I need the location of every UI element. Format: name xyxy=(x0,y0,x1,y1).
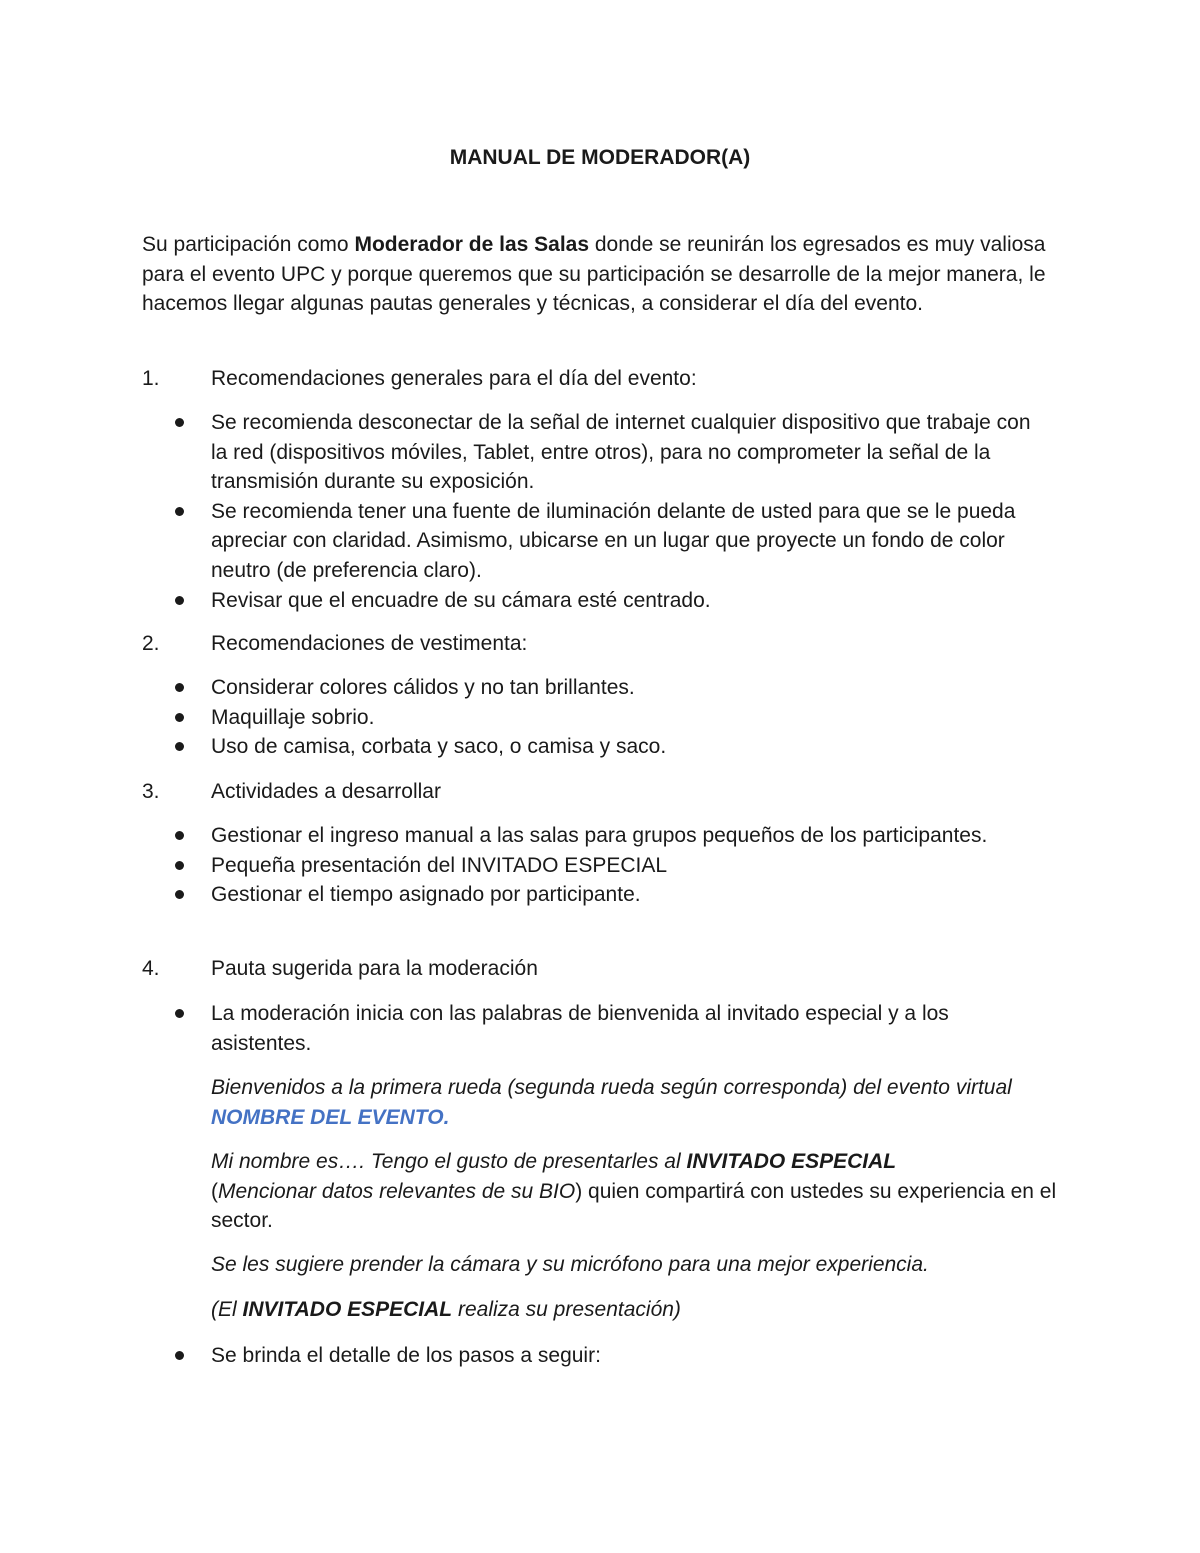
section-1-heading xyxy=(142,364,1062,394)
list-item-text: La moderación inicia con las palabras de bienvenida al invitado especial y a los asistentes. xyxy=(211,1002,949,1055)
bullet-icon xyxy=(175,418,184,427)
list-item-text: Gestionar el ingreso manual a las salas para grupos pequeños de los participantes. xyxy=(211,824,988,847)
list-item xyxy=(142,586,1042,616)
list-item-text: Pequeña presentación del INVITADO ESPECIAL xyxy=(211,853,668,877)
list-item-text: Se recomienda desconectar de la señal de internet cualquier dispositivo que trabaje con la red (dispositivos móviles, Tablet, entre otros), para no comprometer la señal de la transmisión durante su exposición. xyxy=(211,411,1031,494)
bullet-icon xyxy=(175,831,184,840)
script-intro-paragraph xyxy=(211,1147,1061,1236)
section-heading: Actividades a desarrollar xyxy=(211,780,441,803)
list-item xyxy=(142,732,1042,762)
bullet-icon xyxy=(175,890,184,899)
list-item-text: Revisar que el encuadre de su cámara esté centrado. xyxy=(211,588,711,612)
list-item xyxy=(142,851,1042,881)
bullet-icon xyxy=(175,713,184,722)
intro-text-part2: donde se reunirán los egresados es muy valiosa para el evento UPC y porque queremos que su participación se desarrolle de la mejor manera, le hacemos llegar algunas pautas generales y técnicas, a considerar el día del evento. xyxy=(142,233,1046,316)
bullet-icon xyxy=(175,742,184,751)
list-item-text: Se brinda el detalle de los pasos a seguir: xyxy=(211,1344,601,1367)
section-number: 3. xyxy=(142,780,160,803)
section-heading: Recomendaciones generales para el día del evento: xyxy=(211,367,697,390)
bio-placeholder: Mencionar datos relevantes de su BIO xyxy=(218,1179,576,1203)
presentation-open: (El xyxy=(211,1298,243,1321)
list-item xyxy=(142,703,1042,733)
list-item-text: Uso de camisa, corbata y saco, o camisa y saco. xyxy=(211,735,667,759)
section-3-heading xyxy=(142,777,1062,807)
list-item xyxy=(142,408,1042,497)
list-item-text: Considerar colores cálidos y no tan brillantes. xyxy=(211,676,635,699)
intro-paragraph xyxy=(142,230,1062,319)
document-title: MANUAL DE MODERADOR(A) xyxy=(449,146,751,169)
list-item-text: Maquillaje sobrio. xyxy=(211,705,375,729)
script-intro-text: Mi nombre es…. Tengo el gusto de presentarles al xyxy=(211,1150,687,1173)
script-intro-continuation: ) quien compartirá con ustedes su experiencia en el sector. xyxy=(211,1179,1057,1233)
section-heading: Recomendaciones de vestimenta: xyxy=(211,632,528,655)
presentation-guest: INVITADO ESPECIAL xyxy=(242,1298,453,1321)
event-name-placeholder: NOMBRE DEL EVENTO. xyxy=(211,1105,450,1129)
section-4-bullet-list-b xyxy=(142,1341,1042,1371)
bullet-icon xyxy=(175,507,184,516)
section-number: 4. xyxy=(142,957,160,980)
list-item xyxy=(142,999,1042,1058)
section-2-bullet-list xyxy=(142,673,1042,762)
intro-text-part1: Su participación como xyxy=(142,233,355,256)
list-item xyxy=(142,673,1042,703)
paren-open: ( xyxy=(211,1179,218,1203)
bullet-icon xyxy=(175,1009,184,1018)
section-3-bullet-list xyxy=(142,821,1042,910)
guest-name-placeholder: INVITADO ESPECIAL xyxy=(686,1150,897,1173)
section-heading: Pauta sugerida para la moderación xyxy=(211,957,538,980)
section-4-heading xyxy=(142,954,1062,984)
list-item xyxy=(142,880,1042,910)
list-item xyxy=(142,497,1042,586)
section-4-bullet-list-a xyxy=(142,999,1042,1058)
section-1-bullet-list xyxy=(142,408,1042,615)
bullet-icon xyxy=(175,596,184,605)
script-welcome-paragraph xyxy=(211,1073,1061,1132)
section-number: 2. xyxy=(142,632,160,655)
section-number: 1. xyxy=(142,367,160,390)
bullet-icon xyxy=(175,861,184,870)
bullet-icon xyxy=(175,1351,184,1360)
script-camera-paragraph: Se les sugiere prender la cámara y su micrófono para una mejor experiencia. xyxy=(211,1253,929,1276)
presentation-close: realiza su presentación) xyxy=(452,1298,681,1321)
list-item-text: Gestionar el tiempo asignado por participante. xyxy=(211,883,641,907)
script-presentation-paragraph xyxy=(211,1295,1061,1325)
section-2-heading xyxy=(142,629,1062,659)
list-item xyxy=(142,821,1042,851)
intro-bold-role: Moderador de las Salas xyxy=(354,233,590,256)
script-welcome-text: Bienvenidos a la primera rueda (segunda rueda según corresponda) del evento virtual xyxy=(211,1076,1012,1099)
bullet-icon xyxy=(175,683,184,692)
list-item xyxy=(142,1341,1042,1371)
list-item-text: Se recomienda tener una fuente de iluminación delante de usted para que se le pueda apreciar con claridad. Asimismo, ubicarse en un lugar que proyecte un fondo de color neutro (de preferencia claro). xyxy=(211,499,1016,582)
